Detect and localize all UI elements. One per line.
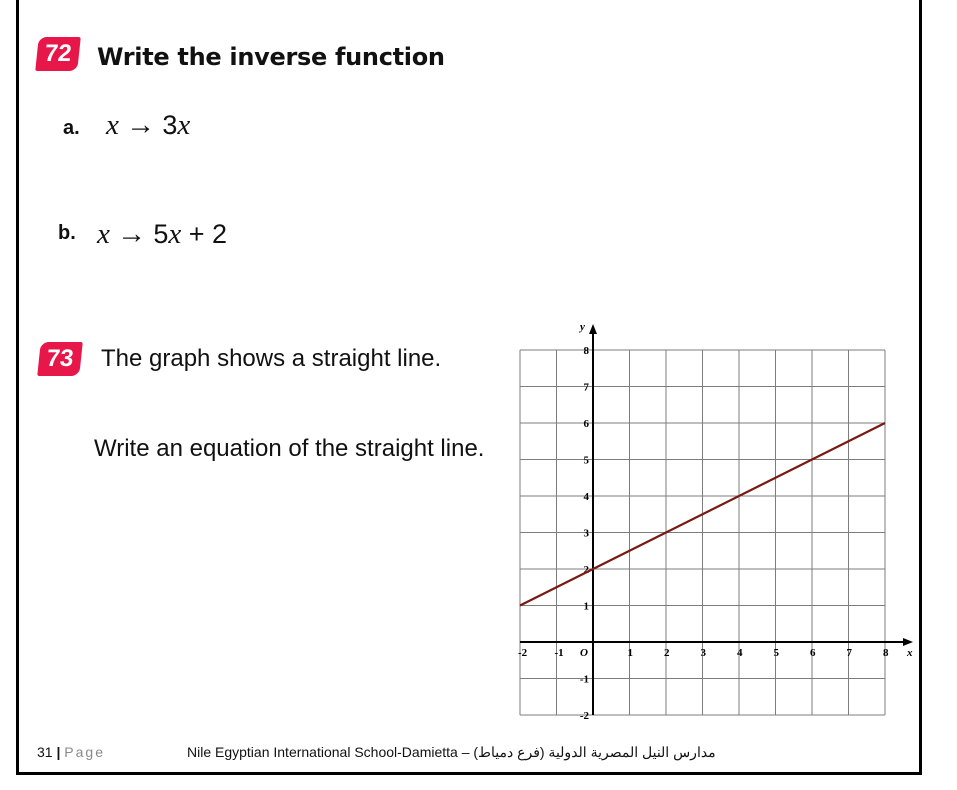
y-tick-label: 4: [583, 491, 589, 503]
x-axis-label: x: [907, 647, 913, 659]
line-graph: [505, 318, 915, 723]
arrow-icon: →: [117, 218, 147, 250]
expr-coefficient: 3: [162, 110, 178, 140]
part-b-expression: [97, 218, 227, 251]
y-axis-arrow-icon: [589, 324, 597, 334]
part-a-expression: [106, 109, 190, 142]
question-number-badge: 72: [35, 37, 81, 71]
x-tick-label: 6: [810, 647, 816, 659]
x-tick-label: 7: [846, 647, 852, 659]
x-tick-label: 3: [700, 647, 706, 659]
y-tick-label: 2: [583, 564, 589, 576]
page-word: Page: [64, 744, 105, 760]
x-tick-label: 5: [773, 647, 779, 659]
tick-labels: [518, 345, 889, 722]
y-tick-label: 3: [583, 527, 589, 540]
x-tick-label: 1: [627, 647, 633, 659]
y-axis-label: y: [580, 321, 585, 333]
arrow-icon: →: [126, 109, 156, 141]
expr-variable: x: [106, 109, 119, 141]
expr-variable: x: [168, 218, 182, 250]
expr-variable: x: [97, 218, 110, 250]
x-tick-label: O: [580, 647, 588, 659]
part-a-label: a.: [63, 117, 80, 139]
question-text-line2: Write an equation of the straight line.: [94, 435, 485, 462]
footer-separator: |: [56, 744, 61, 760]
axes: [520, 321, 913, 715]
question-number-badge: 73: [37, 342, 83, 376]
y-tick-label: -1: [579, 673, 589, 686]
part-b-label: b.: [58, 222, 76, 244]
question-title: Write the inverse function: [97, 43, 445, 71]
question-text-line1: The graph shows a straight line.: [101, 345, 442, 372]
page-number: 31: [37, 744, 53, 760]
y-tick-label: -2: [579, 710, 589, 722]
x-tick-label: -1: [554, 647, 564, 659]
x-tick-label: -2: [518, 647, 528, 659]
expr-variable: x: [177, 109, 191, 141]
x-axis-arrow-icon: [903, 638, 913, 646]
y-tick-label: 5: [583, 454, 589, 467]
y-tick-label: 6: [583, 418, 589, 430]
y-tick-label: 8: [583, 345, 589, 357]
x-tick-label: 2: [664, 647, 670, 659]
school-name: Nile Egyptian International School-Damietta – مدارس النيل المصرية الدولية (فرع دمياط): [187, 744, 716, 760]
x-tick-label: 4: [737, 647, 743, 659]
footer: [37, 744, 716, 760]
expr-coefficient: 5: [153, 219, 169, 249]
expr-tail: + 2: [181, 219, 228, 249]
x-tick-label: 8: [883, 647, 889, 659]
y-tick-label: 7: [583, 381, 589, 394]
grid: [520, 350, 885, 715]
y-tick-label: 1: [583, 600, 589, 613]
